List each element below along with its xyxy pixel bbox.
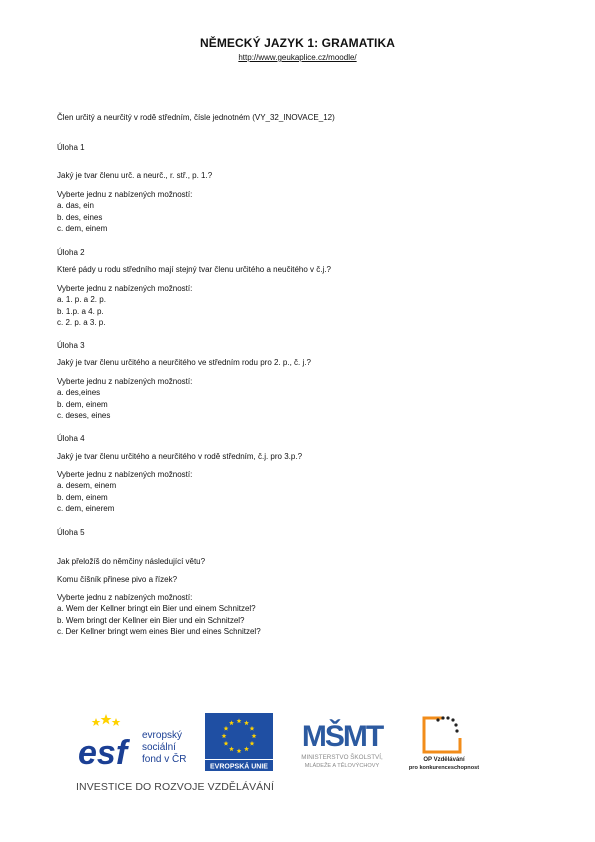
task-1-option-a[interactable]: a. das, ein	[57, 201, 94, 210]
intro-line: Člen určitý a neurčitý v rodě středním, čísle jednotném (VY_32_INOVACE_12)	[57, 113, 335, 122]
task-2-instruction: Vyberte jednu z nabízených možností:	[57, 284, 193, 293]
msmt-text-1: MINISTERSTVO ŠKOLSTVÍ,	[301, 754, 383, 761]
moodle-link[interactable]: http://www.geukaplice.cz/moodle/	[238, 53, 357, 62]
esf-text-2: sociální	[142, 742, 176, 753]
task-3-option-b[interactable]: b. dem, einem	[57, 399, 108, 409]
task-1-options	[57, 200, 107, 235]
task-1-instruction: Vyberte jednu z nabízených možností:	[57, 190, 193, 199]
task-5-option-c[interactable]: c. Der Kellner bringt wem eines Bier und eines Schnitzel?	[57, 627, 261, 636]
msmt-mark: MŠMT	[301, 720, 383, 753]
eu-flag-logo	[204, 712, 274, 772]
eu-label: EVROPSKÁ UNIE	[210, 763, 268, 771]
msmt-text-2: MLÁDEŽE A TĚLOVÝCHOVY	[304, 763, 380, 769]
task-4-options	[57, 480, 116, 515]
task-5-option-a[interactable]: a. Wem der Kellner bringt ein Bier und einem Schnitzel?	[57, 604, 256, 613]
task-1-option-b[interactable]: b. des, eines	[57, 212, 103, 222]
page-title: NĚMECKÝ JAZYK 1: GRAMATIKA	[199, 36, 396, 50]
task-4-option-b[interactable]: b. dem, einem	[57, 492, 108, 502]
esf-logo	[76, 712, 196, 772]
task-2-option-c[interactable]: c. 2. p. a 3. p.	[57, 318, 106, 327]
task-2-options	[57, 294, 106, 329]
task-3-instruction: Vyberte jednu z nabízených možností:	[57, 377, 193, 386]
task-5-question: Jak přeložíš do němčiny následující větu?	[57, 557, 206, 566]
esf-text-3: fond v ČR	[142, 754, 187, 765]
task-4-heading: Úloha 4	[57, 434, 85, 443]
esf-mark: esf	[78, 734, 128, 772]
op-text-2: pro konkurenceschopnost	[408, 765, 480, 771]
task-4-option-a[interactable]: a. desem, einem	[57, 481, 117, 490]
investment-slogan: INVESTICE DO ROZVOJE VZDĚLÁVÁNÍ	[76, 781, 274, 793]
op-vzdelavani-logo	[404, 712, 484, 774]
task-3-heading: Úloha 3	[57, 341, 85, 350]
task-5-sentence: Komu číšník přinese pivo a řízek?	[57, 575, 178, 584]
task-4-option-c[interactable]: c. dem, einerem	[57, 504, 115, 513]
task-2-question: Které pády u rodu středního mají stejný tvar členu určitého a neučitého v č.j.?	[57, 265, 331, 274]
task-5-option-b[interactable]: b. Wem bringt der Kellner ein Bier und ein Schnitzel?	[57, 615, 245, 625]
task-1-heading: Úloha 1	[57, 143, 85, 152]
task-2-option-b[interactable]: b. 1.p. a 4. p.	[57, 306, 104, 316]
task-3-options	[57, 387, 110, 422]
msmt-logo	[282, 710, 402, 774]
op-text-1: OP Vzdělávání	[423, 757, 465, 763]
task-2-option-a[interactable]: a. 1. p. a 2. p.	[57, 295, 106, 304]
task-3-option-c[interactable]: c. deses, eines	[57, 411, 111, 420]
task-4-instruction: Vyberte jednu z nabízených možností:	[57, 470, 193, 479]
task-4-question: Jaký je tvar členu určitého a neurčitého v rodě středním, č.j. pro 3.p.?	[57, 452, 303, 461]
task-1-option-c[interactable]: c. dem, einem	[57, 224, 108, 233]
esf-text-1: evropský	[142, 730, 183, 741]
task-2-heading: Úloha 2	[57, 248, 85, 257]
task-5-heading: Úloha 5	[57, 528, 85, 537]
task-1-question: Jaký je tvar členu urč. a neurč., r. stř., p. 1.?	[57, 171, 213, 180]
task-5-instruction: Vyberte jednu z nabízených možností:	[57, 593, 193, 602]
task-3-option-a[interactable]: a. des,eines	[57, 388, 101, 397]
task-3-question: Jaký je tvar členu určitého a neurčitého ve středním rodu pro 2. p., č. j.?	[57, 358, 311, 367]
task-5-options	[57, 603, 261, 638]
